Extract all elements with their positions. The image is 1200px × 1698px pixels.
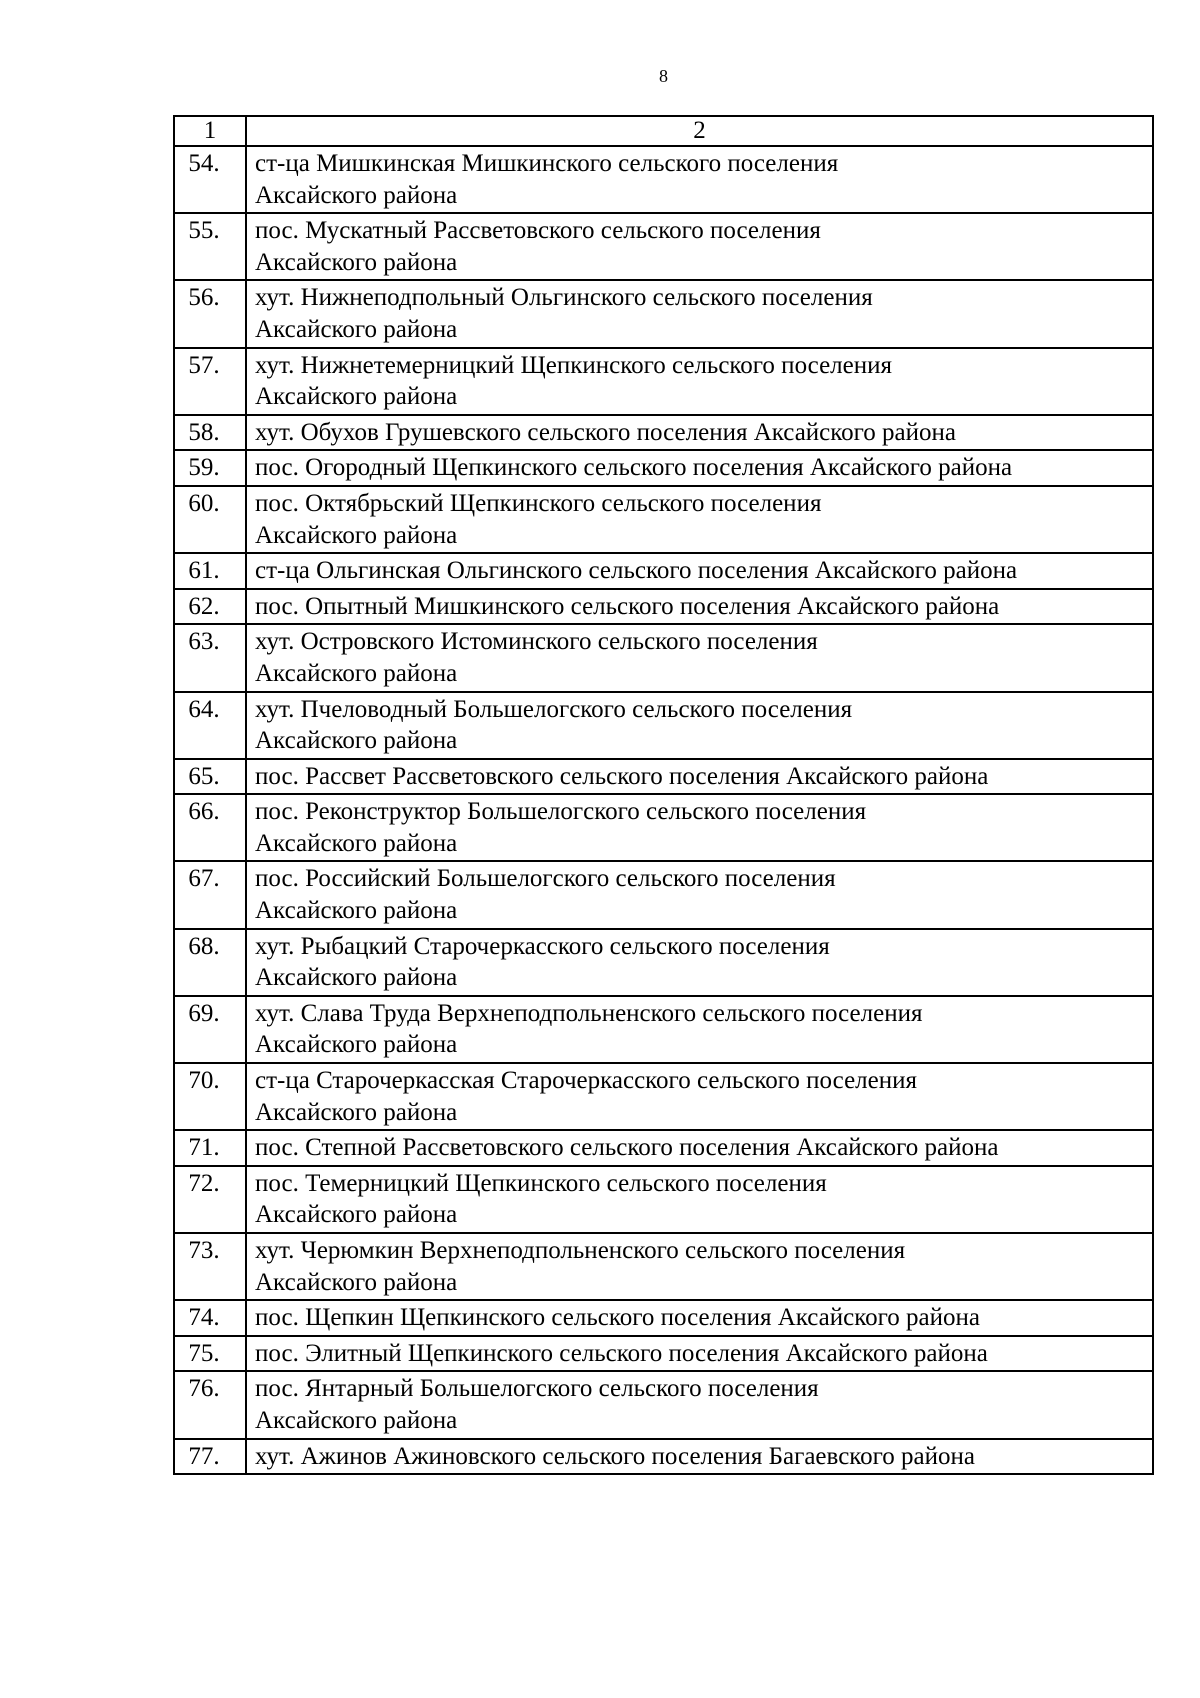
settlement-name-cell: пос. Рассвет Рассветовского сельского поселения Аксайского района: [246, 759, 1153, 795]
settlement-name-cell: пос. Темерницкий Щепкинского сельского поселения Аксайского района: [246, 1166, 1153, 1233]
row-number-cell: 66.: [174, 794, 246, 861]
row-number-cell: 77.: [174, 1439, 246, 1475]
row-number-cell: 58.: [174, 415, 246, 451]
settlement-name-cell: пос. Российский Большелогского сельского поселения Аксайского района: [246, 861, 1153, 928]
settlement-name-cell: хут. Нижнетемерницкий Щепкинского сельского поселения Аксайского района: [246, 348, 1153, 415]
table-row: [174, 589, 1153, 625]
table-row: [174, 146, 1153, 213]
settlement-name-cell: пос. Элитный Щепкинского сельского поселения Аксайского района: [246, 1336, 1153, 1372]
settlement-name-cell: хут. Обухов Грушевского сельского поселения Аксайского района: [246, 415, 1153, 451]
row-number-cell: 74.: [174, 1300, 246, 1336]
table-row: [174, 450, 1153, 486]
row-number-cell: 67.: [174, 861, 246, 928]
table-row: [174, 1336, 1153, 1372]
settlements-table: [173, 115, 1154, 1475]
table-row: [174, 759, 1153, 795]
settlement-name-cell: ст-ца Старочеркасская Старочеркасского сельского поселения Аксайского района: [246, 1063, 1153, 1130]
table-header-row: [174, 116, 1153, 146]
settlement-name-cell: хут. Слава Труда Верхнеподпольненского сельского поселения Аксайского района: [246, 996, 1153, 1063]
row-number-cell: 57.: [174, 348, 246, 415]
page-number: 8: [659, 66, 668, 86]
row-number-cell: 55.: [174, 213, 246, 280]
table-row: [174, 929, 1153, 996]
row-number-cell: 65.: [174, 759, 246, 795]
settlement-name-cell: хут. Ажинов Ажиновского сельского поселения Багаевского района: [246, 1439, 1153, 1475]
settlement-name-cell: хут. Нижнеподпольный Ольгинского сельского поселения Аксайского района: [246, 280, 1153, 347]
table-row: [174, 1439, 1153, 1475]
table-row: [174, 486, 1153, 553]
settlement-name-cell: хут. Черюмкин Верхнеподпольненского сельского поселения Аксайского района: [246, 1233, 1153, 1300]
table-row: [174, 213, 1153, 280]
row-number-cell: 69.: [174, 996, 246, 1063]
row-number-cell: 75.: [174, 1336, 246, 1372]
row-number-cell: 71.: [174, 1130, 246, 1166]
table-row: [174, 996, 1153, 1063]
row-number-cell: 61.: [174, 553, 246, 589]
settlement-name-cell: хут. Пчеловодный Большелогского сельского поселения Аксайского района: [246, 692, 1153, 759]
table-row: [174, 861, 1153, 928]
settlement-name-cell: ст-ца Мишкинская Мишкинского сельского поселения Аксайского района: [246, 146, 1153, 213]
row-number-cell: 64.: [174, 692, 246, 759]
settlement-name-cell: ст-ца Ольгинская Ольгинского сельского поселения Аксайского района: [246, 553, 1153, 589]
row-number-cell: 73.: [174, 1233, 246, 1300]
settlement-name-cell: пос. Мускатный Рассветовского сельского поселения Аксайского района: [246, 213, 1153, 280]
table-body: [174, 116, 1153, 1474]
row-number-cell: 72.: [174, 1166, 246, 1233]
header-cell-number: 1: [174, 116, 246, 146]
row-number-cell: 56.: [174, 280, 246, 347]
table-row: [174, 415, 1153, 451]
settlement-name-cell: хут. Островского Истоминского сельского поселения Аксайского района: [246, 624, 1153, 691]
table-row: [174, 794, 1153, 861]
table-row: [174, 1300, 1153, 1336]
row-number-cell: 60.: [174, 486, 246, 553]
table-row: [174, 1166, 1153, 1233]
row-number-cell: 62.: [174, 589, 246, 625]
table-row: [174, 553, 1153, 589]
settlement-name-cell: пос. Огородный Щепкинского сельского поселения Аксайского района: [246, 450, 1153, 486]
table-row: [174, 1063, 1153, 1130]
settlement-name-cell: пос. Опытный Мишкинского сельского поселения Аксайского района: [246, 589, 1153, 625]
table-row: [174, 1130, 1153, 1166]
settlement-name-cell: пос. Щепкин Щепкинского сельского поселения Аксайского района: [246, 1300, 1153, 1336]
table-row: [174, 624, 1153, 691]
row-number-cell: 54.: [174, 146, 246, 213]
table-row: [174, 692, 1153, 759]
settlement-name-cell: пос. Реконструктор Большелогского сельского поселения Аксайского района: [246, 794, 1153, 861]
settlement-name-cell: хут. Рыбацкий Старочеркасского сельского поселения Аксайского района: [246, 929, 1153, 996]
row-number-cell: 76.: [174, 1371, 246, 1438]
row-number-cell: 59.: [174, 450, 246, 486]
table-row: [174, 280, 1153, 347]
row-number-cell: 63.: [174, 624, 246, 691]
table-row: [174, 348, 1153, 415]
settlement-name-cell: пос. Степной Рассветовского сельского поселения Аксайского района: [246, 1130, 1153, 1166]
row-number-cell: 68.: [174, 929, 246, 996]
header-cell-name: 2: [246, 116, 1153, 146]
settlement-name-cell: пос. Янтарный Большелогского сельского поселения Аксайского района: [246, 1371, 1153, 1438]
row-number-cell: 70.: [174, 1063, 246, 1130]
settlement-name-cell: пос. Октябрьский Щепкинского сельского поселения Аксайского района: [246, 486, 1153, 553]
table-row: [174, 1233, 1153, 1300]
table-row: [174, 1371, 1153, 1438]
